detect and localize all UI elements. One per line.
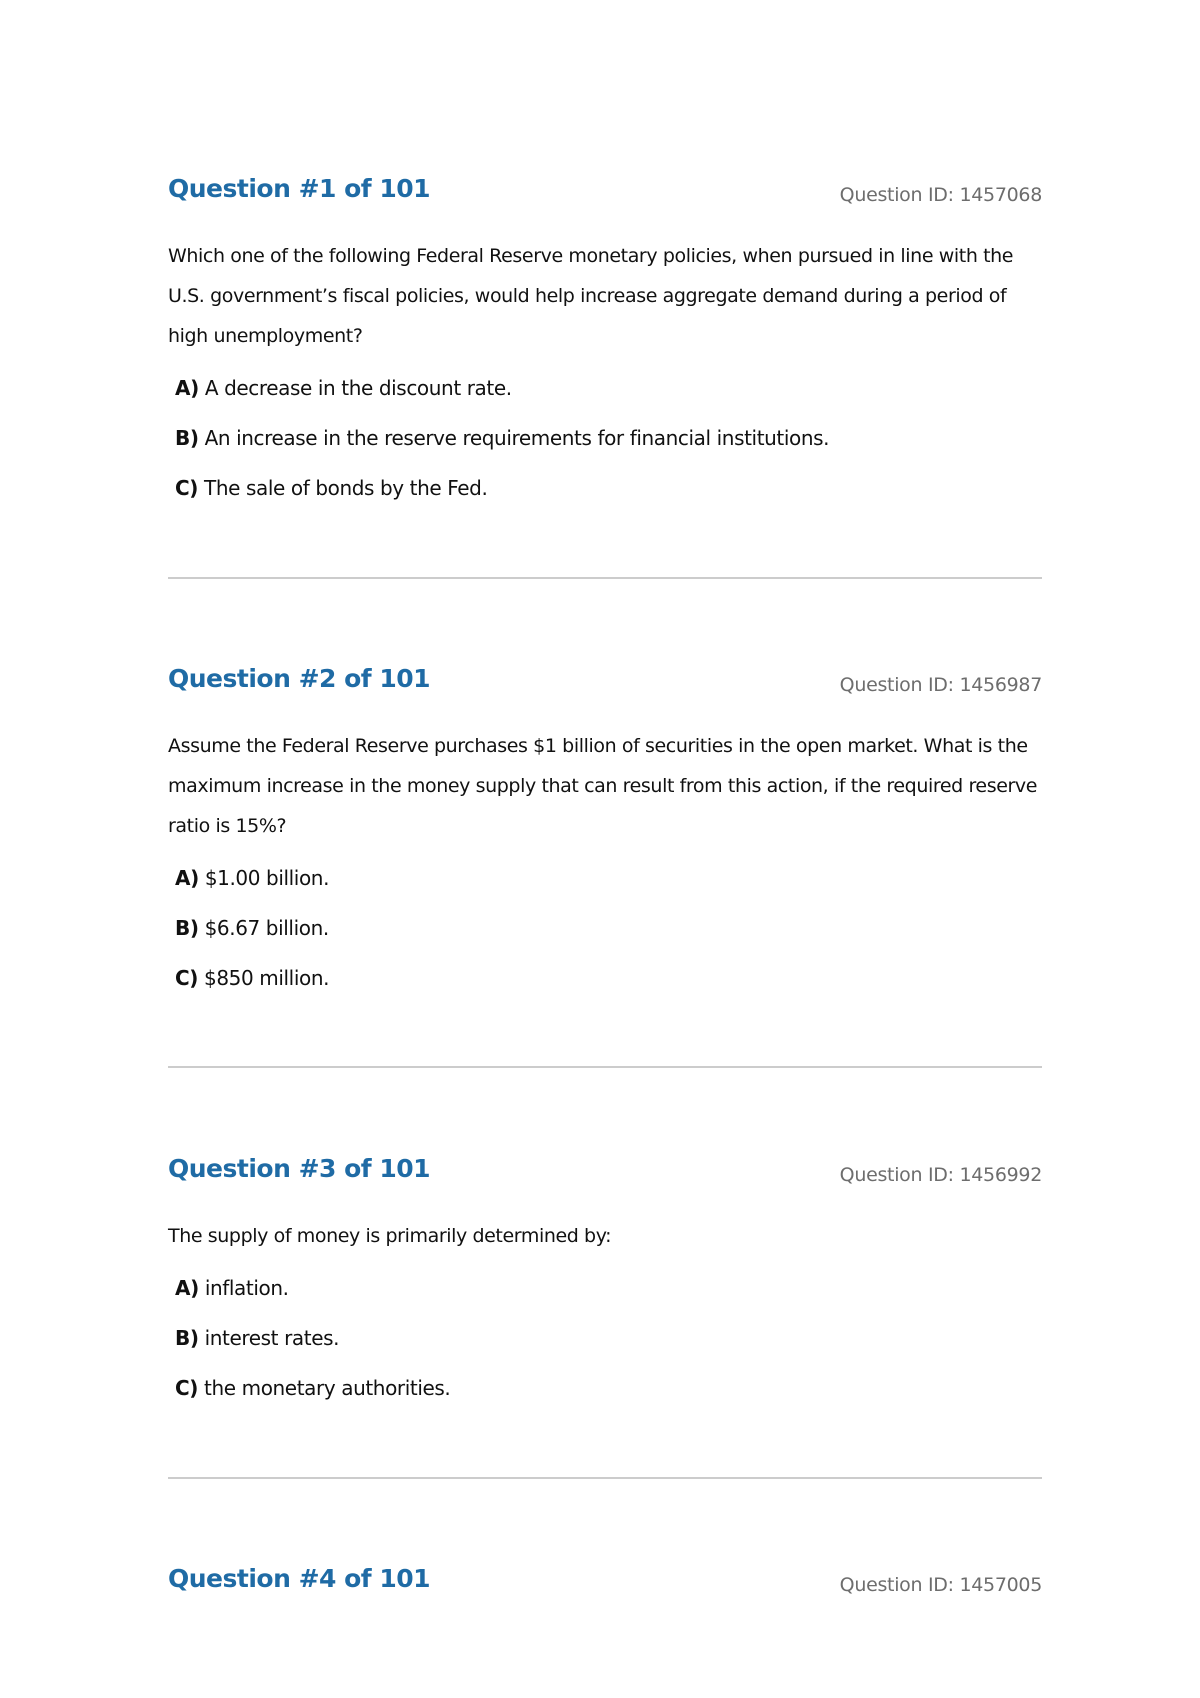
question-header — [168, 1564, 1042, 1604]
answer-option-a — [175, 1272, 1042, 1322]
answer-text: $850 million. — [204, 966, 330, 990]
answer-list — [168, 1272, 1042, 1422]
question-title: Question #4 of 101 — [168, 1564, 431, 1593]
answer-option-a — [175, 862, 1042, 912]
answer-text: interest rates. — [204, 1326, 340, 1350]
question-id: Question ID: 1457068 — [839, 184, 1042, 206]
answer-letter: C) — [175, 966, 199, 990]
answer-text: An increase in the reserve requirements for financial institutions. — [204, 426, 830, 450]
question-1 — [168, 174, 1042, 522]
answer-letter: B) — [175, 916, 199, 940]
answer-list — [168, 372, 1042, 522]
answer-text: $6.67 billion. — [204, 916, 329, 940]
answer-letter: C) — [175, 1376, 199, 1400]
answer-option-c — [175, 472, 1042, 522]
answer-letter: B) — [175, 426, 199, 450]
answer-letter: B) — [175, 1326, 199, 1350]
question-divider — [168, 1066, 1042, 1068]
answer-letter: C) — [175, 476, 199, 500]
question-title: Question #1 of 101 — [168, 174, 431, 203]
question-header — [168, 664, 1042, 704]
question-id: Question ID: 1457005 — [839, 1574, 1042, 1596]
question-divider — [168, 1477, 1042, 1479]
question-4 — [168, 1564, 1042, 1604]
answer-option-b — [175, 422, 1042, 472]
answer-list — [168, 862, 1042, 1012]
answer-letter: A) — [175, 1276, 199, 1300]
answer-letter: A) — [175, 866, 199, 890]
answer-text: inflation. — [204, 1276, 289, 1300]
question-id: Question ID: 1456987 — [839, 674, 1042, 696]
answer-text: A decrease in the discount rate. — [204, 376, 512, 400]
answer-option-c — [175, 962, 1042, 1012]
question-divider — [168, 577, 1042, 579]
answer-option-c — [175, 1372, 1042, 1422]
answer-option-a — [175, 372, 1042, 422]
question-header — [168, 1154, 1042, 1194]
answer-option-b — [175, 1322, 1042, 1372]
answer-text: the monetary authorities. — [204, 1376, 451, 1400]
question-2 — [168, 664, 1042, 1012]
question-title: Question #3 of 101 — [168, 1154, 431, 1183]
answer-text: $1.00 billion. — [204, 866, 330, 890]
question-text: Which one of the following Federal Reserve monetary policies, when pursued in line with the U.S. government’s fiscal policies, would help increase aggregate demand during a period of high unemployment? — [168, 245, 1014, 347]
question-text: The supply of money is primarily determined by: — [168, 1225, 612, 1247]
answer-option-b — [175, 912, 1042, 962]
question-3 — [168, 1154, 1042, 1422]
question-id: Question ID: 1456992 — [839, 1164, 1042, 1186]
question-title: Question #2 of 101 — [168, 664, 431, 693]
question-text: Assume the Federal Reserve purchases $1 billion of securities in the open market. What is the maximum increase in the money supply that can result from this action, if the required reserve ratio is 15%? — [168, 735, 1038, 837]
question-header — [168, 174, 1042, 214]
answer-letter: A) — [175, 376, 199, 400]
answer-text: The sale of bonds by the Fed. — [204, 476, 488, 500]
